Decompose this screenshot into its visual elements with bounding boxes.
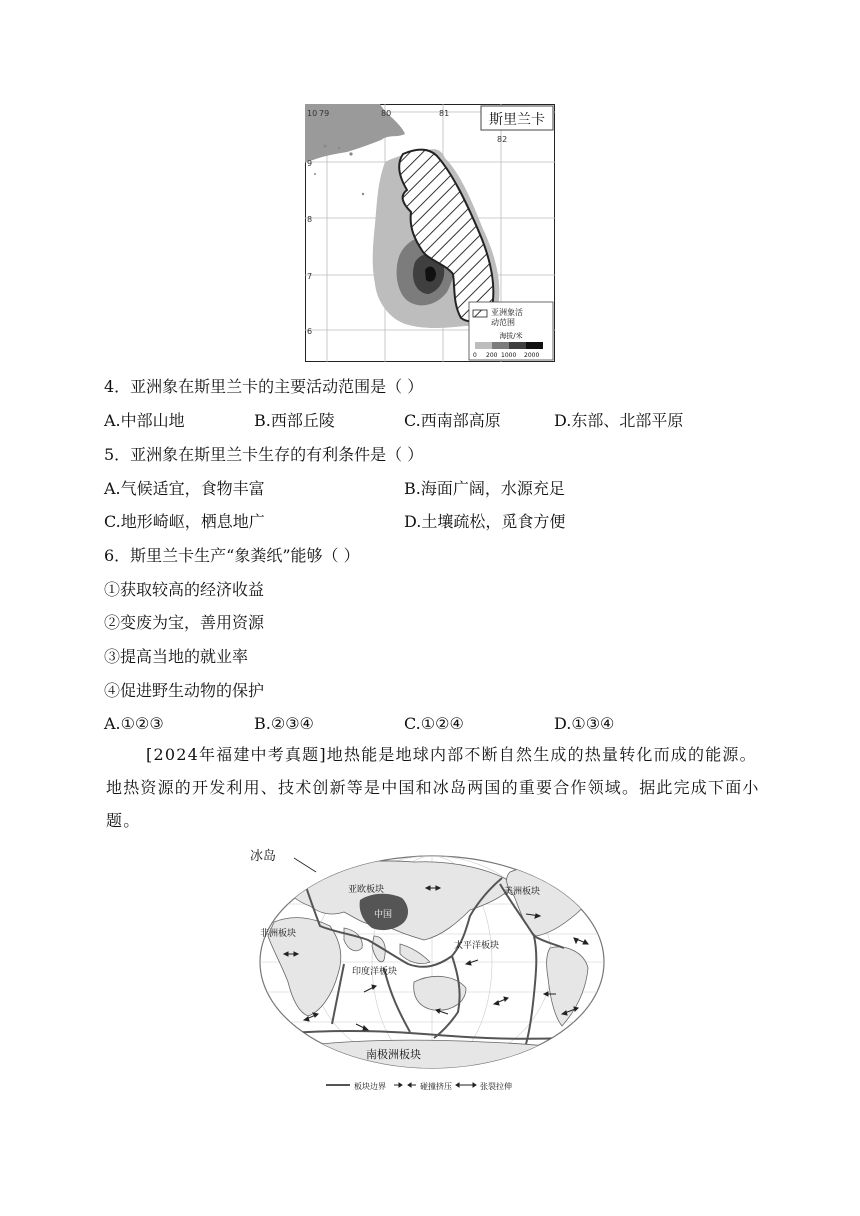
q4-option-c[interactable]: C.西南部高原 [404,411,501,430]
lon-label-79: 79 [319,109,330,118]
world-plates-map [244,844,618,1096]
q6-statement-4: ④促进野生动物的保护 [104,681,265,700]
q6-statement-2: ②变废为宝，善用资源 [104,613,265,632]
q5-option-d[interactable]: D.土壤疏松，觅食方便 [404,512,566,531]
map1-title: 斯里兰卡 [489,112,545,128]
question-5-stem: 5．亚洲象在斯里兰卡生存的有利条件是（ ） [104,445,424,464]
question-6-stem: 6．斯里兰卡生产“象粪纸”能够（ ） [104,546,360,565]
legend-range-label-2: 动范围 [491,318,515,327]
lat-label-10: 10 [307,109,318,118]
lon-label-80: 80 [381,109,392,118]
passage-text: [2024年福建中考真题]地热能是地球内部不断自然生成的热量转化而成的能源。地热资源的开发利用、技术创新等是中国和冰岛两国的重要合作领域。据此完成下面小题。 [106,745,760,830]
lat-label-7: 7 [307,272,313,281]
legend-elev-tick-1000: 1000 [501,352,517,359]
q6-option-a[interactable]: A.①②③ [104,714,164,733]
legend-rift: 张裂拉伸 [480,1082,512,1091]
label-china: 中国 [374,910,393,920]
label-american-plate: 美洲板块 [504,887,541,897]
label-eurasian-plate: 亚欧板块 [348,885,385,895]
sri-lanka-map [305,104,555,362]
q5-option-b[interactable]: B.海面广阔，水源充足 [404,479,565,498]
legend-boundary: 板块边界 [354,1082,386,1091]
q6-option-b[interactable]: B.②③④ [254,714,314,733]
legend-elev-tick-200: 200 [486,352,498,359]
q6-statement-3: ③提高当地的就业率 [104,647,249,666]
q4-option-a[interactable]: A.中部山地 [104,411,185,430]
label-pacific-plate: 太平洋板块 [454,941,500,951]
legend-elev-tick-0: 0 [473,352,477,359]
lat-label-9: 9 [307,159,313,168]
legend-range-label: 亚洲象活 [491,308,523,317]
q6-statement-1: ①获取较高的经济收益 [104,580,265,599]
lon-label-82: 82 [497,135,508,144]
label-antarctic-plate: 南极洲板块 [366,1048,421,1061]
legend-elev-tick-2000: 2000 [524,352,540,359]
lon-label-81: 81 [439,109,450,118]
lat-label-6: 6 [307,327,313,336]
legend-elev-title: 海拔/米 [499,332,523,340]
q5-option-c[interactable]: C.地形崎岖，栖息地广 [104,512,265,531]
q5-option-a[interactable]: A.气候适宜，食物丰富 [104,479,265,498]
q6-option-d[interactable]: D.①③④ [554,714,615,733]
label-iceland: 冰岛 [250,849,277,864]
question-4-stem: 4．亚洲象在斯里兰卡的主要活动范围是（ ） [104,377,424,396]
lat-label-8: 8 [307,215,313,224]
q4-option-b[interactable]: B.西部丘陵 [254,411,335,430]
legend-collide: 碰撞挤压 [420,1082,452,1091]
label-african-plate: 非洲板块 [260,929,297,939]
q6-option-c[interactable]: C.①②④ [404,714,464,733]
label-indian-plate: 印度洋板块 [352,967,398,977]
q4-option-d[interactable]: D.东部、北部平原 [554,411,684,430]
